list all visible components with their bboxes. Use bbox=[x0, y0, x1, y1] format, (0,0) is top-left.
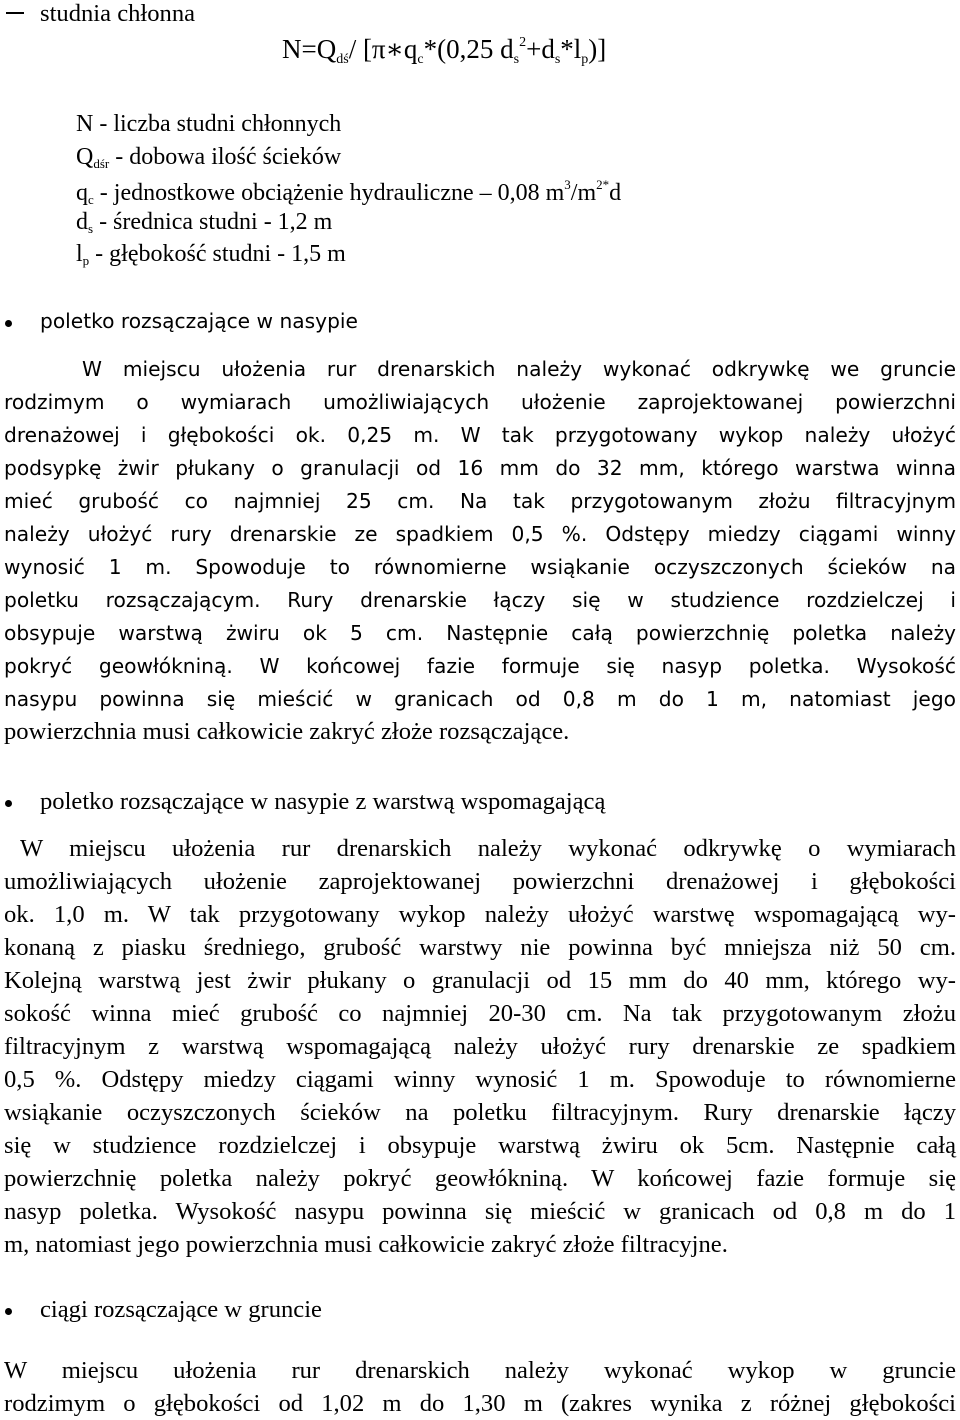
paragraph-line: ok. 1,0 m. W tak przygotowany wykop należy ułożyć warstwę wspomagającą wy- bbox=[4, 901, 956, 928]
paragraph-line: rodzimym o głębokości od 1,02 m do 1,30 m (zakres wynika z różnej głębokości bbox=[4, 1390, 956, 1417]
paragraph-line: powierzchnię poletka należy pokryć geowłókniną. W końcowej fazie formuje się bbox=[4, 1165, 956, 1192]
paragraph-line: W miejscu ułożenia rur drenarskich należy wykonać odkrywkę o wymiarach bbox=[20, 835, 956, 862]
paragraph-line: powierzchnia musi całkowicie zakryć złoże rozsączające. bbox=[4, 718, 570, 745]
paragraph-line: wynosić 1 m. Spowoduje to równomierne wsiąkanie oczyszczonych ścieków na bbox=[4, 555, 956, 579]
paragraph-line: nasypu powinna się mieścić w granicach od 0,8 m do 1 m, natomiast jego bbox=[4, 687, 956, 711]
paragraph-line: nasyp poletka. Wysokość nasypu powinna się mieścić w granicach od 0,8 m do 1 bbox=[4, 1198, 956, 1225]
paragraph-line: 0,5 %. Odstępy miedzy ciągami winny wynosić 1 m. Spowoduje to równomierne bbox=[4, 1066, 956, 1093]
list-item-label: studnia chłonna bbox=[40, 0, 196, 27]
paragraph-line: drenażowej i głębokości ok. 0,25 m. W tak przygotowany wykop należy ułożyć bbox=[4, 423, 956, 447]
paragraph-line: wsiąkanie oczyszczonych ścieków na poletku filtracyjnym. Rury drenarskie łączy bbox=[4, 1099, 956, 1126]
paragraph-line: konaną z piasku średniego, grubość warstwy nie powinna być mniejsza niż 50 cm. bbox=[4, 934, 956, 961]
formula: $N=Q_{dś}/$ [$\pi∗q_c*(0,25$ $d_s^2+d_s*l_p$)] bbox=[282, 34, 607, 67]
dash-bullet-icon bbox=[6, 12, 24, 14]
bullet-icon bbox=[5, 800, 12, 807]
paragraph-line: należy ułożyć rury drenarskie ze spadkiem 0,5 %. Odstępy miedzy ciągami winny bbox=[4, 522, 956, 546]
paragraph-line: m, natomiast jego powierzchnia musi całkowicie zakryć złoże filtracyjne. bbox=[4, 1231, 728, 1258]
paragraph-line: poletku rozsączającym. Rury drenarskie łączy się w studzience rozdzielczej i bbox=[4, 588, 956, 612]
paragraph-line: W miejscu ułożenia rur drenarskich należy wykonać odkrywkę we gruncie bbox=[82, 357, 956, 381]
definition-line: N - liczba studni chłonnych bbox=[76, 111, 342, 137]
definition-line: $q_c$ - jednostkowe obciążenie hydrauliczne – 0,08 $m^3/m^{2*}d$ bbox=[76, 177, 622, 207]
bullet-icon bbox=[5, 1308, 12, 1315]
paragraph-line: Kolejną warstwą jest żwir płukany o granulacji od 15 mm do 40 mm, którego wy- bbox=[4, 967, 956, 994]
paragraph-line: się w studzience rozdzielczej i obsypuje warstwą żwiru ok 5cm. Następnie całą bbox=[4, 1132, 956, 1159]
section-heading: poletko rozsączające w nasypie bbox=[40, 309, 358, 333]
section-heading: poletko rozsączające w nasypie z warstwą wspomagającą bbox=[40, 788, 606, 815]
paragraph-line: podsypkę żwir płukany o granulacji od 16 mm do 32 mm, którego warstwa winna bbox=[4, 456, 956, 480]
section-heading: ciągi rozsączające w gruncie bbox=[40, 1296, 322, 1323]
definition-line: $Q_{dśr}$ - dobowa ilość ścieków bbox=[76, 144, 342, 171]
paragraph-line: umożliwiających ułożenie zaprojektowanej powierzchni drenażowej i głębokości bbox=[4, 868, 956, 895]
paragraph-line: pokryć geowłókniną. W końcowej fazie formuje się nasyp poletka. Wysokość bbox=[4, 654, 956, 678]
paragraph-line: obsypuje warstwą żwiru ok 5 cm. Następnie całą powierzchnię poletka należy bbox=[4, 621, 956, 645]
definition-line: $l_p$ - głębokość studni - 1,5 m bbox=[76, 241, 346, 268]
definition-line: $d_s$ - średnica studni - 1,2 m bbox=[76, 209, 333, 236]
paragraph-line: filtracyjnym z warstwą wspomagającą należy ułożyć rury drenarskie ze spadkiem bbox=[4, 1033, 956, 1060]
paragraph-line: mieć grubość co najmniej 25 cm. Na tak przygotowanym złożu filtracyjnym bbox=[4, 489, 956, 513]
paragraph-line: sokość winna mieć grubość co najmniej 20-30 cm. Na tak przygotowanym złożu bbox=[4, 1000, 956, 1027]
bullet-icon bbox=[5, 320, 12, 327]
paragraph-line: W miejscu ułożenia rur drenarskich należy wykonać wykop w gruncie bbox=[4, 1357, 956, 1384]
paragraph-line: rodzimym o wymiarach umożliwiających ułożenie zaprojektowanej powierzchni bbox=[4, 390, 956, 414]
